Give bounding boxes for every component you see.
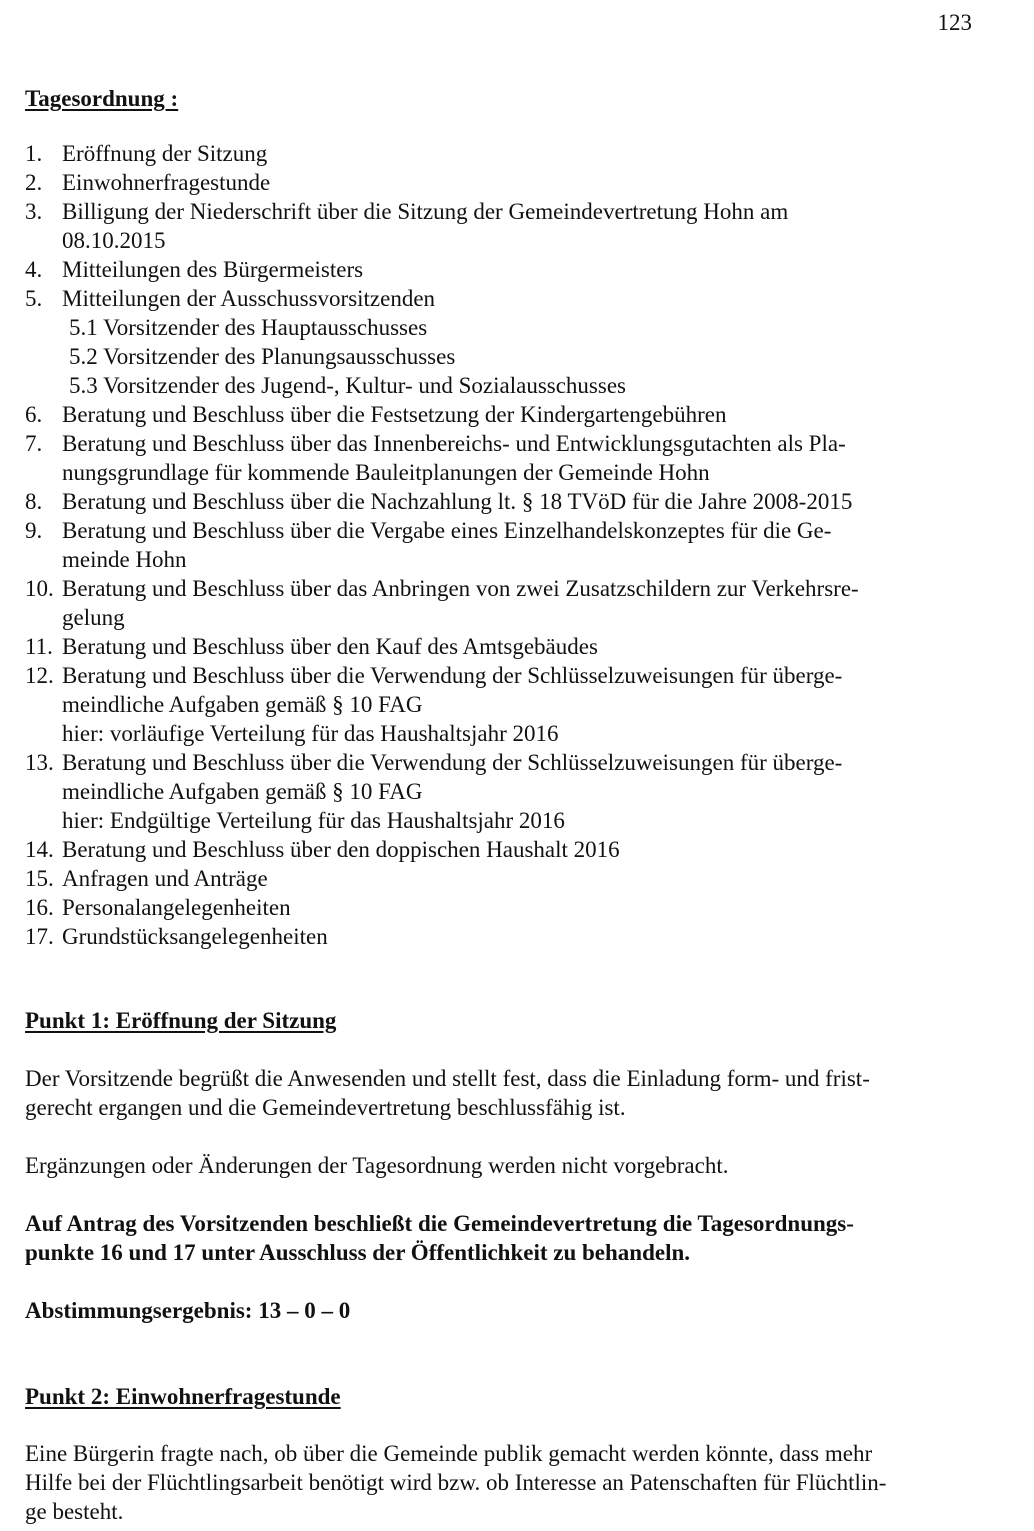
punkt2-heading: Punkt 2: Einwohnerfragestunde [25,1384,341,1409]
paragraph-line: Auf Antrag des Vorsitzenden beschließt die Gemeindevertretung die Tagesordnungs- [25,1211,854,1236]
agenda-number: 14. [25,837,54,862]
punkt2-paragraph-1 [25,1439,985,1526]
paragraph-line: ge besteht. [25,1499,124,1524]
page-number: 123 [937,10,972,35]
agenda-text: Mitteilungen des Bürgermeisters [62,257,364,282]
agenda-heading: Tagesordnung : [25,86,179,111]
punkt1-resolution [25,1209,985,1267]
agenda-item [25,197,985,255]
agenda-text: Beratung und Beschluss über die Vergabe eines Einzelhandelskonzeptes für die Ge- [62,518,832,543]
agenda-number: 15. [25,866,54,891]
agenda-item [25,139,985,168]
agenda-number: 9. [25,518,43,543]
agenda-number: 16. [25,895,54,920]
agenda-text: Beratung und Beschluss über die Verwendung der Schlüsselzuweisungen für überge- [62,750,843,775]
agenda-list [25,139,985,951]
agenda-text: meinde Hohn [62,547,187,572]
agenda-number: 11. [25,634,53,659]
paragraph-line: Ergänzungen oder Änderungen der Tagesordnung werden nicht vorgebracht. [25,1153,729,1178]
agenda-sub-item: 5.3 Vorsitzender des Jugend-, Kultur- und Sozialausschusses [69,373,626,398]
agenda-text: Eröffnung der Sitzung [62,141,268,166]
agenda-number: 17. [25,924,54,949]
agenda-number: 13. [25,750,54,775]
agenda-number: 4. [25,257,43,282]
agenda-text: Mitteilungen der Ausschussvorsitzenden [62,286,436,311]
punkt1-paragraph-2 [25,1151,985,1180]
agenda-text: Beratung und Beschluss über das Innenbereichs- und Entwicklungsgutachten als Pla- [62,431,846,456]
agenda-text: hier: vorläufige Verteilung für das Haushaltsjahr 2016 [62,721,559,746]
agenda-text: Anfragen und Anträge [62,866,268,891]
agenda-item [25,284,985,313]
paragraph-line: Hilfe bei der Flüchtlingsarbeit benötigt wird bzw. ob Interesse an Patenschaften für Flüchtlin- [25,1470,887,1495]
agenda-text: Beratung und Beschluss über die Nachzahlung lt. § 18 TVöD für die Jahre 2008-2015 [62,489,853,514]
agenda-text: meindliche Aufgaben gemäß § 10 FAG [62,692,423,717]
agenda-text: meindliche Aufgaben gemäß § 10 FAG [62,779,423,804]
agenda-item [25,574,985,632]
agenda-text: 08.10.2015 [62,228,166,253]
agenda-item [25,661,985,748]
agenda-number: 5. [25,286,43,311]
agenda-number: 8. [25,489,43,514]
agenda-text: hier: Endgültige Verteilung für das Haushaltsjahr 2016 [62,808,565,833]
vote-result: Abstimmungsergebnis: 13 – 0 – 0 [25,1298,351,1323]
agenda-item [25,632,985,661]
punkt1-paragraph-1 [25,1064,985,1122]
agenda-number: 3. [25,199,43,224]
punkt1-vote-result [25,1296,985,1325]
agenda-item [25,864,985,893]
agenda-item [25,429,985,487]
agenda-number: 7. [25,431,43,456]
agenda-number: 2. [25,170,43,195]
agenda-sub-item: 5.1 Vorsitzender des Hauptausschusses [69,315,428,340]
agenda-text: Beratung und Beschluss über das Anbringen von zwei Zusatzschildern zur Verkehrsre- [62,576,859,601]
agenda-item [25,835,985,864]
agenda-text: Personalangelegenheiten [62,895,291,920]
agenda-text: nungsgrundlage für kommende Bauleitplanungen der Gemeinde Hohn [62,460,710,485]
paragraph-line: punkte 16 und 17 unter Ausschluss der Öffentlichkeit zu behandeln. [25,1240,691,1265]
agenda-item [25,487,985,516]
paragraph-line: Eine Bürgerin fragte nach, ob über die Gemeinde publik gemacht werden könnte, dass mehr [25,1441,873,1466]
agenda-item [25,516,985,574]
agenda-item [25,922,985,951]
agenda-item [25,400,985,429]
agenda-text: Beratung und Beschluss über den doppischen Haushalt 2016 [62,837,620,862]
agenda-number: 12. [25,663,54,688]
agenda-item [25,168,985,197]
agenda-text: Beratung und Beschluss über die Festsetzung der Kindergartengebühren [62,402,727,427]
agenda-number: 10. [25,576,54,601]
agenda-number: 6. [25,402,43,427]
agenda-item [25,255,985,284]
agenda-text: gelung [62,605,125,630]
agenda-sub-item: 5.2 Vorsitzender des Planungsausschusses [69,344,456,369]
agenda-number: 1. [25,141,43,166]
paragraph-line: gerecht ergangen und die Gemeindevertretung beschlussfähig ist. [25,1095,626,1120]
agenda-text: Billigung der Niederschrift über die Sitzung der Gemeindevertretung Hohn am [62,199,789,224]
agenda-text: Beratung und Beschluss über den Kauf des Amtsgebäudes [62,634,598,659]
agenda-text: Beratung und Beschluss über die Verwendung der Schlüsselzuweisungen für überge- [62,663,843,688]
punkt1-heading: Punkt 1: Eröffnung der Sitzung [25,1008,337,1033]
agenda-text: Grundstücksangelegenheiten [62,924,328,949]
agenda-item [25,893,985,922]
paragraph-line: Der Vorsitzende begrüßt die Anwesenden und stellt fest, dass die Einladung form- und frist- [25,1066,870,1091]
agenda-text: Einwohnerfragestunde [62,170,271,195]
agenda-item [25,748,985,835]
